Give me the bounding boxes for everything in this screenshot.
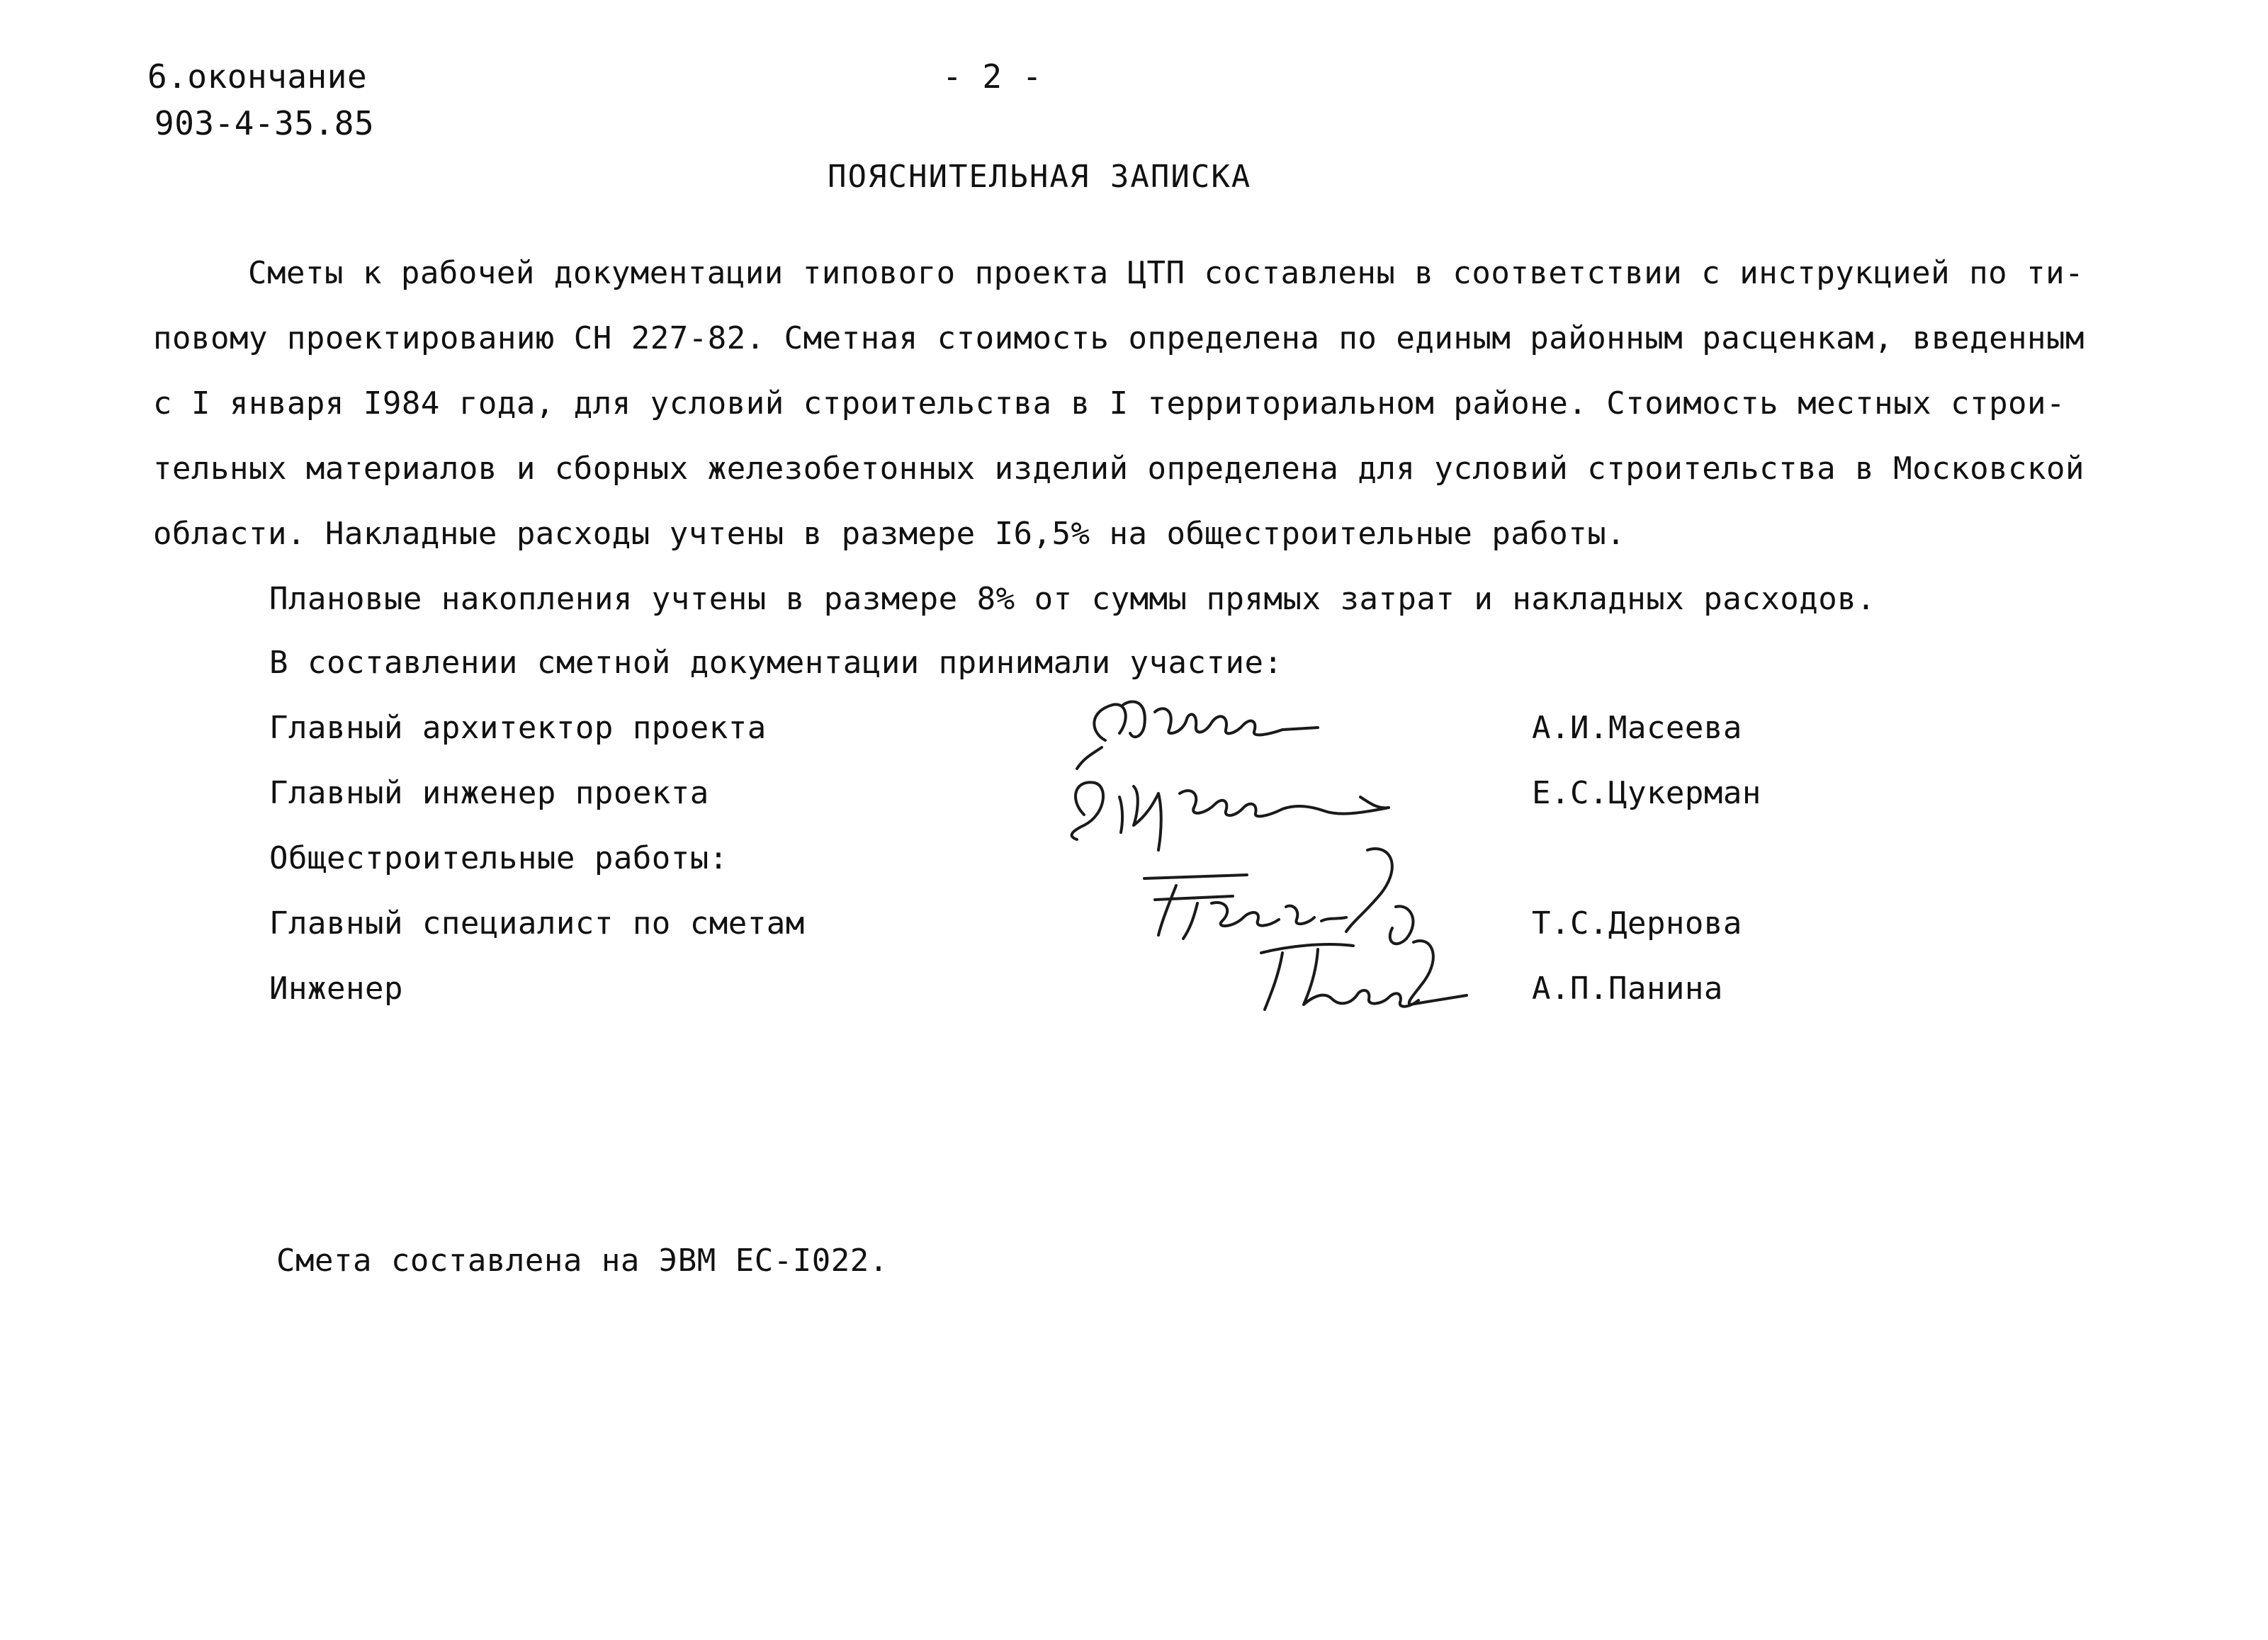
paragraph-1-line-1: Сметы к рабочей документации типового проекта ЦТП составлены в соответствии с инструкцией по ти- (248, 255, 2084, 291)
participants-intro: В составлении сметной документации принимали участие: (269, 645, 1283, 681)
signature-maseeva (1063, 691, 1403, 776)
participant-role: Главный инженер проекта (269, 775, 709, 811)
page-title: ПОЯСНИТЕЛЬНАЯ ЗАПИСКА (828, 159, 1252, 195)
paragraph-1-line-5: области. Накладные расходы учтены в размере I6,5% на общестроительные работы. (153, 516, 1626, 552)
participant-name: А.И.Масеева (1532, 710, 1742, 746)
page-number: - 2 - (942, 57, 1042, 96)
participant-name: Е.С.Цукерман (1532, 775, 1761, 811)
participant-role: Главный архитектор проекта (269, 710, 767, 746)
participant-role: Инженер (269, 971, 403, 1007)
participant-role: Главный специалист по сметам (269, 905, 805, 941)
sheet-label: 6.окончание (147, 57, 368, 96)
paragraph-1-line-2: повому проектированию СН 227-82. Сметная стоимость определена по единым районным расценкам, введенным (153, 320, 2085, 356)
paragraph-1-line-3: с I января I984 года, для условий строительства в I территориальном районе. Стоимость местных строи- (153, 385, 2066, 422)
participant-name: Т.С.Дернова (1532, 905, 1742, 941)
participant-role: Общестроительные работы: (269, 840, 728, 876)
paragraph-2: Плановые накопления учтены в размере 8% от суммы прямых затрат и накладных расходов. (269, 581, 1876, 617)
signature-panina (1233, 921, 1474, 1020)
participant-name: А.П.Панина (1532, 971, 1723, 1007)
document-code: 903-4-35.85 (154, 104, 375, 142)
paragraph-1-line-4: тельных материалов и сборных железобетонных изделий определена для условий строительства в Московской (153, 451, 2085, 487)
footer-note: Смета составлена на ЭВМ ЕС-I022. (276, 1243, 888, 1279)
